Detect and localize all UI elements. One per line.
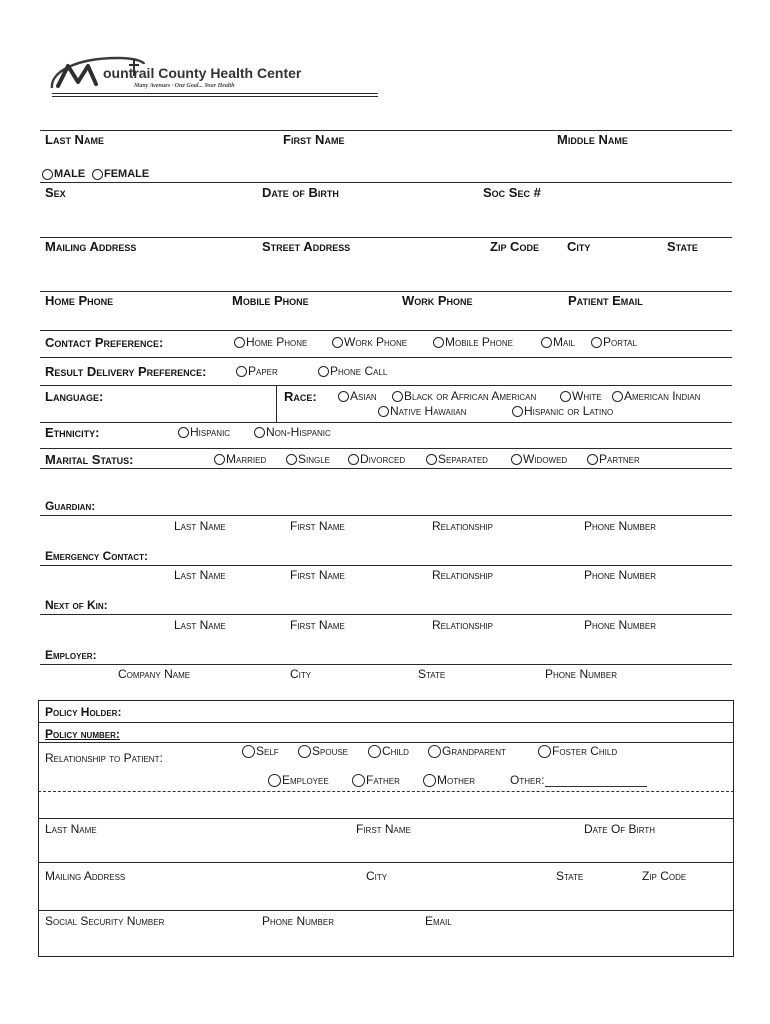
radio-icon[interactable] bbox=[378, 406, 389, 417]
employer-phone-label: Phone Number bbox=[545, 667, 618, 681]
contact-pref-option-portal[interactable] bbox=[591, 336, 637, 349]
radio-icon[interactable] bbox=[286, 454, 297, 465]
logo-tagline: Many Avenues · One Goal... Your Health bbox=[134, 83, 235, 89]
option-label: Asian bbox=[350, 389, 377, 403]
option-label: Hispanic or Latino bbox=[524, 404, 614, 418]
rule bbox=[40, 357, 732, 358]
guardian-first-name-label: First Name bbox=[290, 519, 345, 533]
rule bbox=[38, 742, 734, 743]
option-label: Black or African American bbox=[404, 389, 537, 403]
last-name-label: Last Name bbox=[45, 132, 104, 147]
option-label: Self bbox=[256, 744, 279, 758]
health-center-logo bbox=[48, 54, 383, 98]
option-label: Non-Hispanic bbox=[266, 425, 331, 439]
policy-zip-code-label: Zip Code bbox=[642, 869, 687, 883]
soc-sec-label: Soc Sec # bbox=[483, 185, 541, 200]
patient-email-label: Patient Email bbox=[568, 293, 643, 308]
option-label: Hispanic bbox=[190, 425, 231, 439]
option-label: Paper bbox=[248, 364, 278, 378]
option-label: Other: bbox=[510, 773, 545, 787]
emergency-phone-label: Phone Number bbox=[584, 568, 657, 582]
policy-last-name-label: Last Name bbox=[45, 822, 97, 836]
option-label: FEMALE bbox=[104, 168, 150, 180]
policy-phone-label: Phone Number bbox=[262, 914, 335, 928]
next-of-kin-label: Next of Kin: bbox=[45, 598, 108, 612]
option-label: Work Phone bbox=[344, 335, 408, 349]
rule bbox=[40, 182, 732, 183]
rule bbox=[38, 722, 734, 723]
first-name-label: First Name bbox=[283, 132, 345, 147]
city-label: City bbox=[567, 239, 591, 254]
option-label: Single bbox=[298, 452, 331, 466]
guardian-phone-label: Phone Number bbox=[584, 519, 657, 533]
marital-option-partner[interactable] bbox=[587, 453, 640, 466]
relationship-option-child[interactable] bbox=[368, 745, 409, 758]
radio-icon[interactable] bbox=[214, 454, 225, 465]
kin-relationship-label: Relationship bbox=[432, 618, 493, 632]
ethnicity-label: Ethnicity: bbox=[45, 425, 100, 440]
radio-icon[interactable] bbox=[560, 391, 571, 402]
policy-mailing-address-label: Mailing Address bbox=[45, 869, 126, 883]
radio-icon[interactable] bbox=[428, 745, 441, 758]
radio-icon[interactable] bbox=[426, 454, 437, 465]
dashed-rule bbox=[38, 791, 734, 792]
race-option-hispanic-latino[interactable] bbox=[512, 405, 613, 418]
option-label: American Indian bbox=[624, 389, 701, 403]
rule bbox=[40, 330, 732, 331]
relationship-option-other[interactable] bbox=[510, 774, 647, 787]
radio-icon[interactable] bbox=[591, 337, 602, 348]
radio-icon[interactable] bbox=[298, 745, 311, 758]
radio-icon[interactable] bbox=[332, 337, 343, 348]
radio-icon[interactable] bbox=[538, 745, 551, 758]
option-label: Separated bbox=[438, 452, 488, 466]
rule bbox=[40, 237, 732, 238]
radio-icon[interactable] bbox=[512, 406, 523, 417]
policy-holder-label: Policy Holder: bbox=[45, 705, 122, 719]
radio-icon[interactable] bbox=[423, 774, 436, 787]
race-label: Race: bbox=[284, 389, 317, 404]
option-label: Employee bbox=[282, 773, 329, 787]
emergency-first-name-label: First Name bbox=[290, 568, 345, 582]
radio-icon[interactable] bbox=[234, 337, 245, 348]
marital-option-single[interactable] bbox=[286, 453, 330, 466]
ethnicity-option-hispanic[interactable] bbox=[178, 426, 230, 439]
option-label: Phone Call bbox=[330, 364, 388, 378]
radio-icon[interactable] bbox=[236, 366, 247, 377]
relationship-option-spouse[interactable] bbox=[298, 745, 348, 758]
middle-name-label: Middle Name bbox=[557, 132, 628, 147]
race-option-white[interactable] bbox=[560, 390, 602, 403]
radio-icon[interactable] bbox=[42, 169, 53, 180]
relationship-option-employee[interactable] bbox=[268, 774, 329, 787]
race-option-native-hawaiian[interactable] bbox=[378, 405, 466, 418]
ethnicity-option-non-hispanic[interactable] bbox=[254, 426, 331, 439]
policy-dob-label: Date Of Birth bbox=[584, 822, 656, 836]
marital-option-married[interactable] bbox=[214, 453, 266, 466]
option-label: Mobile Phone bbox=[445, 335, 514, 349]
rule bbox=[40, 448, 732, 449]
policy-number-label: Policy number: bbox=[45, 727, 120, 741]
rule bbox=[38, 818, 734, 819]
option-label: Grandparent bbox=[442, 744, 506, 758]
option-label: Native Hawaiian bbox=[390, 404, 467, 418]
emergency-last-name-label: Last Name bbox=[174, 568, 226, 582]
sex-option-male[interactable] bbox=[42, 168, 85, 181]
result-delivery-label: Result Delivery Preference: bbox=[45, 364, 207, 379]
policy-city-label: City bbox=[366, 869, 388, 883]
guardian-relationship-label: Relationship bbox=[432, 519, 493, 533]
employer-label: Employer: bbox=[45, 648, 97, 662]
radio-icon[interactable] bbox=[254, 427, 265, 438]
contact-pref-option-mail[interactable] bbox=[541, 336, 575, 349]
radio-icon[interactable] bbox=[318, 366, 329, 377]
logo-underline bbox=[52, 93, 378, 94]
sex-option-female[interactable] bbox=[92, 168, 149, 181]
radio-icon[interactable] bbox=[392, 391, 403, 402]
language-label: Language: bbox=[45, 389, 104, 404]
rule bbox=[38, 862, 734, 863]
option-label: Spouse bbox=[312, 744, 349, 758]
policy-ssn-label: Social Security Number bbox=[45, 914, 165, 928]
emergency-contact-label: Emergency Contact: bbox=[45, 549, 148, 563]
contact-pref-option-work-phone[interactable] bbox=[332, 336, 407, 349]
work-phone-label: Work Phone bbox=[402, 293, 473, 308]
rule bbox=[40, 291, 732, 292]
radio-icon[interactable] bbox=[338, 391, 349, 402]
relationship-option-grandparent[interactable] bbox=[428, 745, 506, 758]
street-address-label: Street Address bbox=[262, 239, 351, 254]
radio-icon[interactable] bbox=[242, 745, 255, 758]
home-phone-label: Home Phone bbox=[45, 293, 114, 308]
option-label: Portal bbox=[603, 335, 637, 349]
radio-icon[interactable] bbox=[587, 454, 598, 465]
option-label: Partner bbox=[599, 452, 640, 466]
option-label: Foster Child bbox=[552, 744, 618, 758]
guardian-label: Guardian: bbox=[45, 499, 96, 513]
radio-icon[interactable] bbox=[92, 169, 103, 180]
kin-first-name-label: First Name bbox=[290, 618, 345, 632]
rule bbox=[40, 515, 732, 516]
vertical-divider bbox=[276, 385, 277, 422]
radio-icon[interactable] bbox=[433, 337, 444, 348]
race-option-black[interactable] bbox=[392, 390, 536, 403]
rule bbox=[40, 385, 732, 386]
other-blank-line[interactable] bbox=[545, 775, 647, 787]
option-label: Child bbox=[382, 744, 409, 758]
marital-option-separated[interactable] bbox=[426, 453, 488, 466]
relationship-option-self[interactable] bbox=[242, 745, 279, 758]
race-option-american-indian[interactable] bbox=[612, 390, 700, 403]
logo-underline bbox=[52, 96, 378, 97]
sex-label: Sex bbox=[45, 185, 66, 200]
employer-city-label: City bbox=[290, 667, 312, 681]
employer-company-label: Company Name bbox=[118, 667, 191, 681]
radio-icon[interactable] bbox=[178, 427, 189, 438]
mailing-address-label: Mailing Address bbox=[45, 239, 137, 254]
radio-icon[interactable] bbox=[612, 391, 623, 402]
kin-phone-label: Phone Number bbox=[584, 618, 657, 632]
option-label: White bbox=[572, 389, 602, 403]
policy-first-name-label: First Name bbox=[356, 822, 411, 836]
rule bbox=[38, 910, 734, 911]
relationship-to-patient-label: Relationship to Patient: bbox=[45, 751, 163, 765]
state-label: State bbox=[667, 239, 698, 254]
contact-preference-label: Contact Preference: bbox=[45, 335, 164, 350]
date-of-birth-label: Date of Birth bbox=[262, 185, 339, 200]
relationship-option-father[interactable] bbox=[352, 774, 400, 787]
relationship-option-mother[interactable] bbox=[423, 774, 475, 787]
relationship-option-foster-child[interactable] bbox=[538, 745, 617, 758]
radio-icon[interactable] bbox=[368, 745, 381, 758]
option-label: Mother bbox=[437, 773, 475, 787]
contact-pref-option-mobile-phone[interactable] bbox=[433, 336, 513, 349]
rule bbox=[40, 565, 732, 566]
result-delivery-option-paper[interactable] bbox=[236, 365, 278, 378]
option-label: Home Phone bbox=[246, 335, 308, 349]
radio-icon[interactable] bbox=[268, 774, 281, 787]
logo-wordmark: ountrail County Health Center bbox=[103, 65, 302, 81]
guardian-last-name-label: Last Name bbox=[174, 519, 226, 533]
employer-state-label: State bbox=[418, 667, 446, 681]
rule bbox=[40, 468, 732, 469]
radio-icon[interactable] bbox=[352, 774, 365, 787]
option-label: MALE bbox=[54, 168, 86, 180]
radio-icon[interactable] bbox=[541, 337, 552, 348]
radio-icon[interactable] bbox=[348, 454, 359, 465]
option-label: Married bbox=[226, 452, 267, 466]
option-label: Widowed bbox=[523, 452, 568, 466]
option-label: Divorced bbox=[360, 452, 406, 466]
marital-option-widowed[interactable] bbox=[511, 453, 567, 466]
emergency-relationship-label: Relationship bbox=[432, 568, 493, 582]
mobile-phone-label: Mobile Phone bbox=[232, 293, 309, 308]
option-label: Mail bbox=[553, 335, 576, 349]
policy-email-label: Email bbox=[425, 914, 452, 928]
rule bbox=[40, 614, 732, 615]
kin-last-name-label: Last Name bbox=[174, 618, 226, 632]
result-delivery-option-phone-call[interactable] bbox=[318, 365, 387, 378]
rule bbox=[40, 422, 732, 423]
radio-icon[interactable] bbox=[511, 454, 522, 465]
zip-code-label: Zip Code bbox=[490, 239, 539, 254]
marital-option-divorced[interactable] bbox=[348, 453, 405, 466]
contact-pref-option-home-phone[interactable] bbox=[234, 336, 307, 349]
option-label: Father bbox=[366, 773, 400, 787]
race-option-asian[interactable] bbox=[338, 390, 377, 403]
rule bbox=[40, 130, 732, 131]
policy-state-label: State bbox=[556, 869, 584, 883]
marital-status-label: Marital Status: bbox=[45, 452, 134, 467]
rule bbox=[40, 664, 732, 665]
